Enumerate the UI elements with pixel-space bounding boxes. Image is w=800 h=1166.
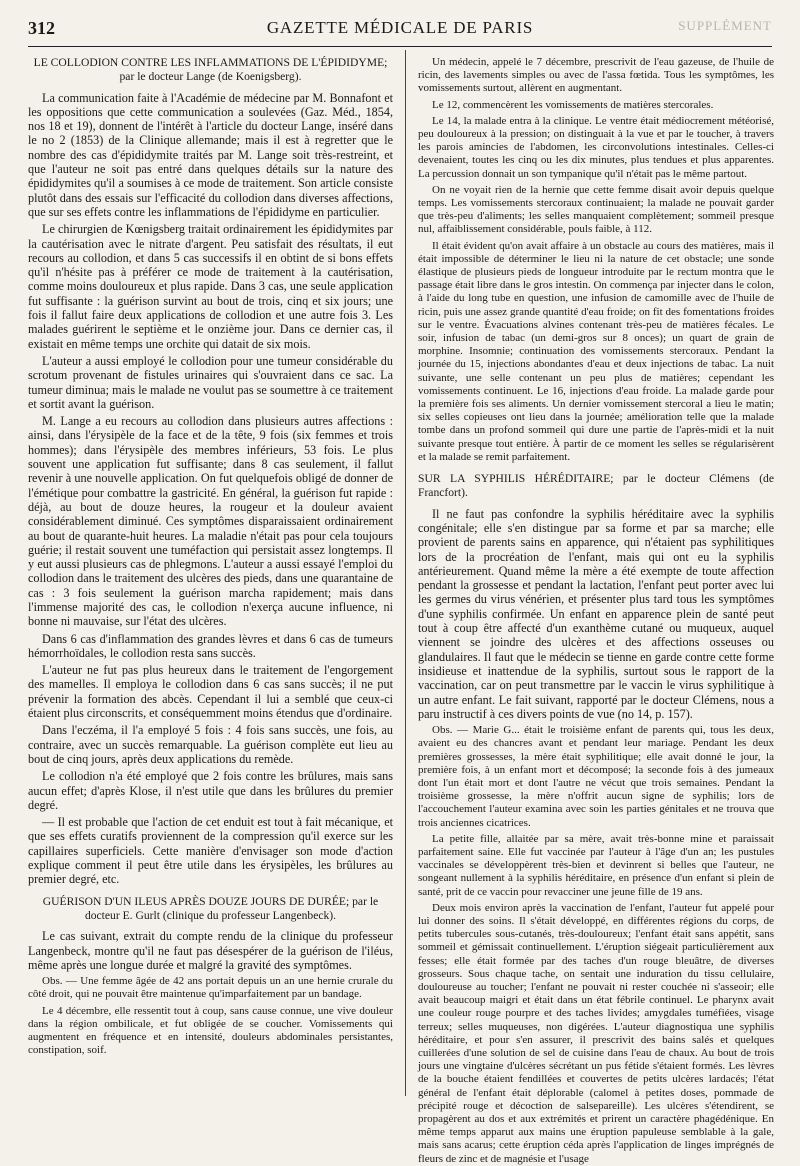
observation-paragraph: Un médecin, appelé le 7 décembre, prescrivit de l'eau gazeuse, de l'huile de ricin, des lavements simples ou avec de l'assa fœtida. Tous les symptômes, les vomissements surtout, allèrent en augmentant. <box>418 56 774 95</box>
paragraph: Dans l'eczéma, il l'a employé 5 fois : 4 fois sans succès, une fois, au contraire, avec un succès remarquable. La guérison complète eut lieu au bout de cinq jours, après deux applications du remède. <box>28 723 393 766</box>
right-column <box>418 56 774 1165</box>
running-title: GAZETTE MÉDICALE DE PARIS <box>266 18 534 37</box>
observation-paragraph: Obs. — Une femme âgée de 42 ans portait depuis un an une hernie crurale du côté droit, qui ne pouvait être maintenue qu'imparfaitement par un bandage. <box>28 975 393 1001</box>
observation-paragraph: Obs. — Marie G... était le troisième enfant de parents qui, tous les deux, avaient eu des chancres avant et pendant leur mariage. Pendant les deux premières grossesses, la mère était syphilitique; elle avait donné le jour, la première fois, à un enfant mort et décomposé; la seconde fois à des jumeaux dont l'un était mort et dont l'autre ne vécut que trois semaines. Pendant la troisième grossesse, la mère n'offrit aucun signe de syphilis; lors de l'accouchement l'auteur examina avec soin les parties génitales et ne trouva que trois anciennes cicatrices. <box>418 724 774 829</box>
observation-paragraph: Deux mois environ après la vaccination de l'enfant, l'auteur fut appelé pour lui donner des soins. Il s'était développé, en différentes régions du corps, de petits tubercules sous-cutanés, très-douloureux; l'enfant était sans appétit, sans sommeil et gémissait continuellement. L'éruption siégeait particulièrement aux fesses; elle était formée par des taches d'un rouge bleuâtre, de diverses grosseurs. Sous chaque tache, on sentait une induration du tissu cellulaire, douloureuse au toucher; l'enfant ne pouvait ni rester couchée ni s'asseoir; elle avait beaucoup maigri et était dans un état fébrile continuel. Le pharynx avait une couleur rouge pourpre et des taches livides; amygdales tuméfiées, visage terreux; selles muqueuses, non digérées. L'auteur diagnostiqua une syphilis héréditaire, et pour s'en assurer, il prescrivit des bains salés et quelques cuillerées d'une solution de sel de cuisine dans l'eau de chaux. Au bout de trois jours une vingtaine d'ulcères sécrétant un pus fétide s'étaient formés. Les lèvres de la bouche étaient fendillées et couvertes de petits ulcères lardacés; l'état général de l'enfant était déplorable (calomel à petites doses, pommade de précipité rouge et décoction de salsepareille). Les ulcères s'étendirent, se propagèrent au dos et aux extrémités et prirent un caractère phagédénique. En même temps apparut aux mains une éruption papuleuse semblable à la gale, mais sans acarus; cette éruption céda après l'application de linges imprégnés de fleurs de zinc et de magnésie et l'usage <box>418 901 774 1165</box>
paragraph: — Il est probable que l'action de cet enduit est tout à fait mécanique, et que ses effets curatifs proviennent de la compression qu'il exerce sur les capillaires superficiels. Cette manière d'envisager son mode d'action explique comment il peut être utile dans les érysipèles, les brûlures au premier degré, etc. <box>28 815 393 887</box>
article-heading-syphilis: SUR LA SYPHILIS HÉRÉDITAIRE; par le docteur Clémens (de Francfort). <box>418 472 774 500</box>
paragraph: Le chirurgien de Kœnigsberg traitait ordinairement les épididymites par la cautérisation avec le nitrate d'argent. Peu satisfait des résultats, il eut recours au collodion, et dans 5 cas successifs il en obtint de si bons effets qu'il n'hésite pas à préférer ce mode de traitement à la cautérisation, comme moins douloureux et plus rapide. Dans 3 cas, une seule application fut suffisante : la guérison survint au bout de trois, cinq et six jours; une fois il fallut faire deux applications de collodion et une autre fois 3. Les malades guérirent le septième et le onzième jour. Dans ce dernier cas, il existait en même temps une orchite qui datait de six mois. <box>28 222 393 351</box>
paragraph: L'auteur ne fut pas plus heureux dans le traitement de l'engorgement des mamelles. Il employa le collodion dans 6 cas sans succès; il ne put prévenir la formation des abcès. Cependant il lui a semblé que ceux-ci étaient plus circonscrits, et conséquemment moins étendus que d'ordinaire. <box>28 663 393 721</box>
observation-paragraph: On ne voyait rien de la hernie que cette femme disait avoir depuis quelque temps. Les vomissements stercoraux continuaient; la malade ne pouvait garder que très-peu d'aliments; les selles manquaient complètement; sommeil presque nul, affaiblissement considérable, pouls faible, à 112. <box>418 183 774 236</box>
page-header <box>28 12 772 47</box>
observation-paragraph: Le 14, la malade entra à la clinique. Le ventre était médiocrement météorisé, peu douloureux à la pression; on distinguait à la vue et par le toucher, à travers les parois amincies de l'abdomen, les circonvolutions intestinales. Celles-ci devenaient, toutes les cinq ou les dix minutes, plus tendues et plus apparentes. La percussion donnait un son tympanique qu'il n'était pas le même partout. <box>418 114 774 180</box>
observation-paragraph: Il était évident qu'on avait affaire à un obstacle au cours des matières, mais il était impossible de déterminer le lieu ni la nature de cet obstacle; une sonde élastique de plusieurs pieds de longueur introduite par le rectum montra que le passage était libre dans le gros intestin. On commença par injecter dans le colon, à l'aide du long tube en question, une infusion de camomille avec de l'huile de ricin, puis une assez grande quantité d'eau froide; on fit des fomentations froides sur le ventre. Évacuations alvines contenant très-peu de matières fécales. Le soir, infusion de tabac (un demi-gros sur 8 onces); un quart de grain de morphine. Insomnie; continuation des vomissements stercoraux. Pendant la journée du 15, injections abondantes d'eau et deux injections de tabac. La nuit suivante, une selle contenant un peu plus de matières; cependant les vomissements continuent. Le 16, injections d'eau froide. La malade garde pour la première fois ses aliments. Un dernier vomissement stercoral a lieu le matin; six selles copieuses ont lieu dans la journée; amélioration telle que la malade tombe dans un profond sommeil qui dure une partie de l'après-midi et la nuit suivante presque tout entière. À partir de ce moment les selles se régularisèrent et la malade se remit parfaitement. <box>418 239 774 463</box>
article-heading-ileus: GUÉRISON D'UN ILEUS APRÈS DOUZE JOURS DE DURÉE; par le docteur E. Gurlt (clinique du professeur Langenbeck). <box>42 894 379 922</box>
observation-paragraph: Le 4 décembre, elle ressentit tout à coup, sans cause connue, une vive douleur dans la région ombilicale, et fut obligée de se coucher. Vomissements qui augmentent en fréquence et en intensité, douleurs abdominales persistantes, constipation, soif. <box>28 1004 393 1057</box>
left-column <box>28 56 393 1096</box>
column-divider <box>405 50 406 1096</box>
page-number: 312 <box>28 18 55 38</box>
observation-paragraph: La petite fille, allaitée par sa mère, avait très-bonne mine et paraissait parfaitement saine. Elle fut vaccinée par l'auteur à l'âge d'un an; les pustules vaccinales se développèrent très-bien et devinrent si belles que l'auteur, ne songeant nullement à la syphilis héréditaire, en présence d'un enfant si plein de santé, prit de ce vaccin pour revacciner une jeune fille de 19 ans. <box>418 832 774 898</box>
observation-paragraph: Le 12, commencèrent les vomissements de matières stercorales. <box>432 98 714 111</box>
bleed-through-text: SUPPLÉMENT <box>678 18 772 33</box>
article-heading-collodion: LE COLLODION CONTRE LES INFLAMMATIONS DE L'ÉPIDIDYME; par le docteur Lange (de Koenigsberg). <box>33 56 388 84</box>
paragraph: Dans 6 cas d'inflammation des grandes lèvres et dans 6 cas de tumeurs hémorrhoïdales, le collodion resta sans succès. <box>28 631 393 660</box>
paragraph: La communication faite à l'Académie de médecine par M. Bonnafont et les oppositions que cette communication a soulevées (Gaz. Méd., 1854, nos 18 et 19), donnent de l'intérêt à l'article du docteur Lange, inséré dans le no 2 (1853) de la Clinique allemande; mais il est à regretter que le nombre des cas d'épididymite traités par M. Lange soit très-restreint, et que l'auteur ne soit pas entré dans quelques détails sur la nature des épididymites qu'il a soumises à ce mode de traitement. Son article consiste plutôt dans des essais sur l'efficacité du collodion dans diverses affections, que sur ses effets contre les inflammations de l'épididyme en particulier. <box>28 90 393 219</box>
paragraph: L'auteur a aussi employé le collodion pour une tumeur considérable du scrotum provenant de fistules urinaires qui s'ouvraient dans ce sac. La tumeur diminua; mais le malade ne voulut pas se soumettre à ce traitement et sortit avant la guérison. <box>28 353 393 411</box>
paragraph: Le cas suivant, extrait du compte rendu de la clinique du professeur Langenbeck, montre qu'il ne faut pas désespérer de la guérison de l'iléus, même après une longue durée et malgré la gravité des symptômes. <box>28 929 393 972</box>
paragraph: M. Lange a eu recours au collodion dans plusieurs autres affections : ainsi, dans l'érysipèle de la face et de la tête, 9 fois (six femmes et trois hommes); dans l'érysipèle des membres inférieurs, 53 fois. Le plus souvent une application fut suffisante; dans 8 cas seulement, il fallut revenir à une nouvelle application. On fut quelquefois obligé de donner de l'émétique pour combattre la gastricité. En général, la guérison fut rapide : déjà, au bout de douze heures, la rougeur et la douleur avaient considérablement diminué. Ces symptômes disparaissaient ordinairement au bout de quarante-huit heures. La maladie n'était pas pour cela toujours guérie; il restait souvent une tuméfaction qui persistait assez longtemps. Il y eut aussi plusieurs cas de phlegmons. L'auteur a aussi essayé l'emploi du collodion dans le traitement des ulcères des pieds, dans une quarantaine de cas : 3 fois seulement la guérison marcha rapidement; mais dans l'immense majorité des cas, le collodion n'exerça aucune influence, ni bonne ni mauvaise, sur l'état des ulcères. <box>28 414 393 629</box>
paragraph: Il ne faut pas confondre la syphilis héréditaire avec la syphilis congénitale; elle s'en distingue par sa forme et par sa marche; elle provient de parents sains en apparence, qui n'étaient pas syphilitiques lors de la procréation de l'enfant, mais qui ont eu la syphilis antérieurement. Quand même la mère a été exempte de toute affection pendant la grossesse et pendant la lactation, l'enfant peut porter avec lui les germes du virus vénérien, et présenter plus tard tous les symptômes d'une syphilis confirmée. Un enfant en apparence plein de santé peut tout à coup être affecté d'un exanthème cutané ou muqueux, auquel viennent se joindre des ulcères et des affections osseuses ou glandulaires. Il faut que le médecin se tienne en garde contre cette forme insidieuse et inattendue de la syphilis, surtout sous le rapport de la vaccination, car on peut transmettre par le vaccin le virus syphilitique à un autre enfant. Le fait suivant, rapporté par le docteur Clémens, nous a paru instructif à ces divers points de vue (no 14, p. 157). <box>418 506 774 721</box>
paragraph: Le collodion n'a été employé que 2 fois contre les brûlures, mais sans aucun effet; d'après Klose, il n'est utile que dans les brûlures du premier degré. <box>28 769 393 812</box>
